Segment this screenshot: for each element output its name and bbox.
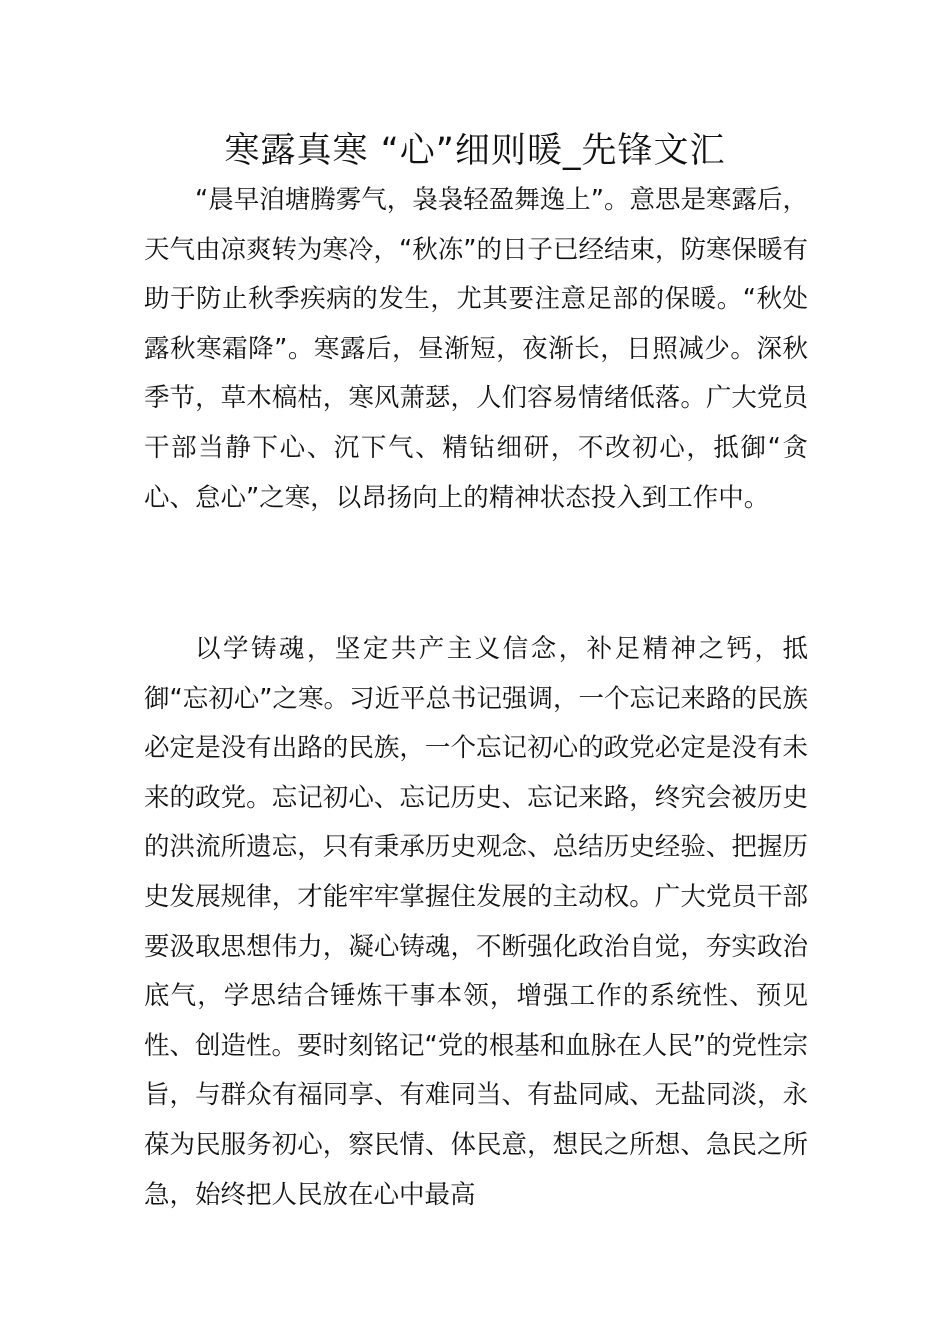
document-title: 寒露真寒 “心”细则暖_先锋文汇 (224, 131, 726, 171)
paragraph-1: “晨早洎塘腾雾气，袅袅轻盈舞逸上”。意思是寒露后，天气由凉爽转为寒冷，“秋冻”的日子已经结束，防寒保暖有助于防止秋季疾病的发生，尤其要注意足部的保暖。“秋处露秋寒霜降”。寒露后，昼渐短，夜渐长，日照减少。深秋季节，草木槁枯，寒风萧瑟，人们容易情绪低落。广大党员干部当静下心、沉下气、精钻细研，不改初心，抵御“贪心、怠心”之寒，以昂扬向上的精神状态投入到工作中。 (144, 185, 808, 513)
paragraph-2: 以学铸魂，坚定共产主义信念，补足精神之钙，抵御“忘初心”之寒。习近平总书记强调，一个忘记来路的民族必定是没有出路的民族，一个忘记初心的政党必定是没有未来的政党。忘记初心、忘记历史、忘记来路，终究会被历史的洪流所遗忘，只有秉承历史观念、总结历史经验、把握历史发展规律，才能牢牢掌握住发展的主动权。广大党员干部要汲取思想伟力，凝心铸魂，不断强化政治自觉，夯实政治底气，学思结合锤炼干事本领，增强工作的系统性、预见性、创造性。要时刻铭记“党的根基和血脉在人民”的党性宗旨，与群众有福同享、有难同当、有盐同咸、无盐同淡，永葆为民服务初心，察民情、体民意，想民之所想、急民之所急，始终把人民放在心中最高 (144, 634, 808, 1210)
